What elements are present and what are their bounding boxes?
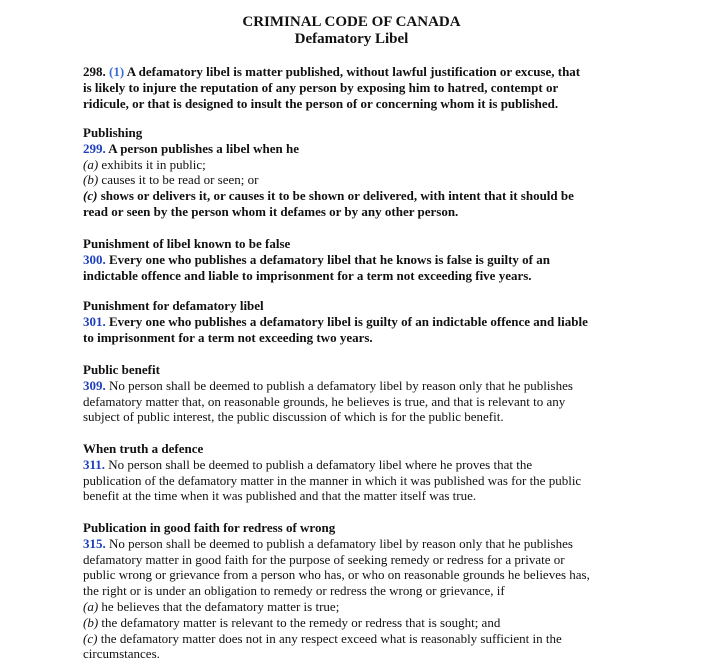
section-315-line: the right or is under an obligation to remedy or redress the wrong or grievance, if — [83, 583, 505, 599]
document-subtitle: Defamatory Libel — [294, 31, 409, 47]
section-309 — [83, 362, 643, 425]
list-item-continued: circumstances. — [83, 646, 160, 662]
section-301-line: 301. Every one who publishes a defamatory libel is guilty of an indictable offence and liable — [83, 313, 588, 329]
section-heading: When truth a defence — [83, 441, 204, 456]
section-299 — [83, 125, 643, 220]
section-309-line: subject of public interest, the public discussion of which is for the public benefit. — [83, 409, 504, 425]
section-300-line: 300. Every one who publishes a defamatory libel that he knows is false is guilty of an — [83, 251, 550, 267]
section-315-number[interactable]: 315. — [83, 535, 106, 551]
section-315-line: 315. No person shall be deemed to publish a defamatory libel by reason only that he publishes — [83, 535, 573, 551]
section-298-line: is likely to injure the reputation of any person by exposing him to hatred, contempt or — [83, 79, 559, 95]
section-311-line: publication of the defamatory matter in the manner in which it was published was for the public — [83, 472, 582, 488]
document-title: CRIMINAL CODE OF CANADA — [242, 14, 461, 30]
section-300-number[interactable]: 300. — [83, 251, 106, 267]
section-315-line: defamatory matter in good faith for the purpose of seeking remedy or redress for a private or — [83, 551, 565, 567]
section-298-line: 298. (1) A defamatory libel is matter published, without lawful justification or excuse, that — [83, 64, 581, 79]
list-item: (b) the defamatory matter is relevant to the remedy or redress that is sought; and — [83, 614, 501, 630]
list-item: (c) the defamatory matter does not in any respect exceed what is reasonably sufficient in the — [83, 630, 562, 646]
section-heading: Publication in good faith for redress of wrong — [83, 520, 336, 535]
list-item: (b) causes it to be read or seen; or — [83, 172, 259, 188]
subsection-1-link[interactable]: (1) — [109, 64, 125, 79]
section-298-number: 298. — [83, 64, 106, 79]
section-300 — [83, 236, 643, 283]
list-item: (a) he believes that the defamatory matter is true; — [83, 598, 340, 614]
section-heading: Public benefit — [83, 362, 160, 377]
section-301 — [83, 298, 643, 345]
section-298 — [83, 64, 643, 111]
section-311 — [83, 441, 643, 504]
section-315-line: public wrong or grievance from a person who has, or who on reasonable grounds he believes has, — [83, 567, 590, 583]
section-301-line: to imprisonment for a term not exceeding two years. — [83, 329, 373, 345]
section-301-number[interactable]: 301. — [83, 313, 106, 329]
list-item-continued: read or seen by the person whom it defames or by any other person. — [83, 203, 459, 219]
list-item: (a) exhibits it in public; — [83, 156, 206, 172]
section-309-line: 309. No person shall be deemed to publish a defamatory libel by reason only that he publishes — [83, 377, 573, 393]
section-311-line: 311. No person shall be deemed to publish a defamatory libel where he proves that the — [83, 456, 533, 472]
section-300-line: indictable offence and liable to imprisonment for a term not exceeding five years. — [83, 267, 532, 283]
section-309-number[interactable]: 309. — [83, 377, 106, 393]
section-heading: Punishment for defamatory libel — [83, 298, 264, 313]
section-299-intro: 299. A person publishes a libel when he — [83, 140, 299, 156]
section-heading: Punishment of libel known to be false — [83, 236, 291, 251]
list-item: (c) shows or delivers it, or causes it to be shown or delivered, with intent that it should be — [83, 188, 574, 204]
section-315 — [83, 520, 643, 662]
section-299-number[interactable]: 299. — [83, 140, 106, 156]
section-309-line: defamatory matter that, on reasonable grounds, he believes is true, and that is relevant to any — [83, 393, 566, 409]
section-311-number[interactable]: 311. — [83, 456, 106, 472]
section-298-line: ridicule, or that is designed to insult the person of or concerning whom it is published. — [83, 95, 559, 111]
section-311-line: benefit at the time when it was published and that the matter itself was true. — [83, 488, 477, 504]
section-heading: Publishing — [83, 125, 143, 140]
